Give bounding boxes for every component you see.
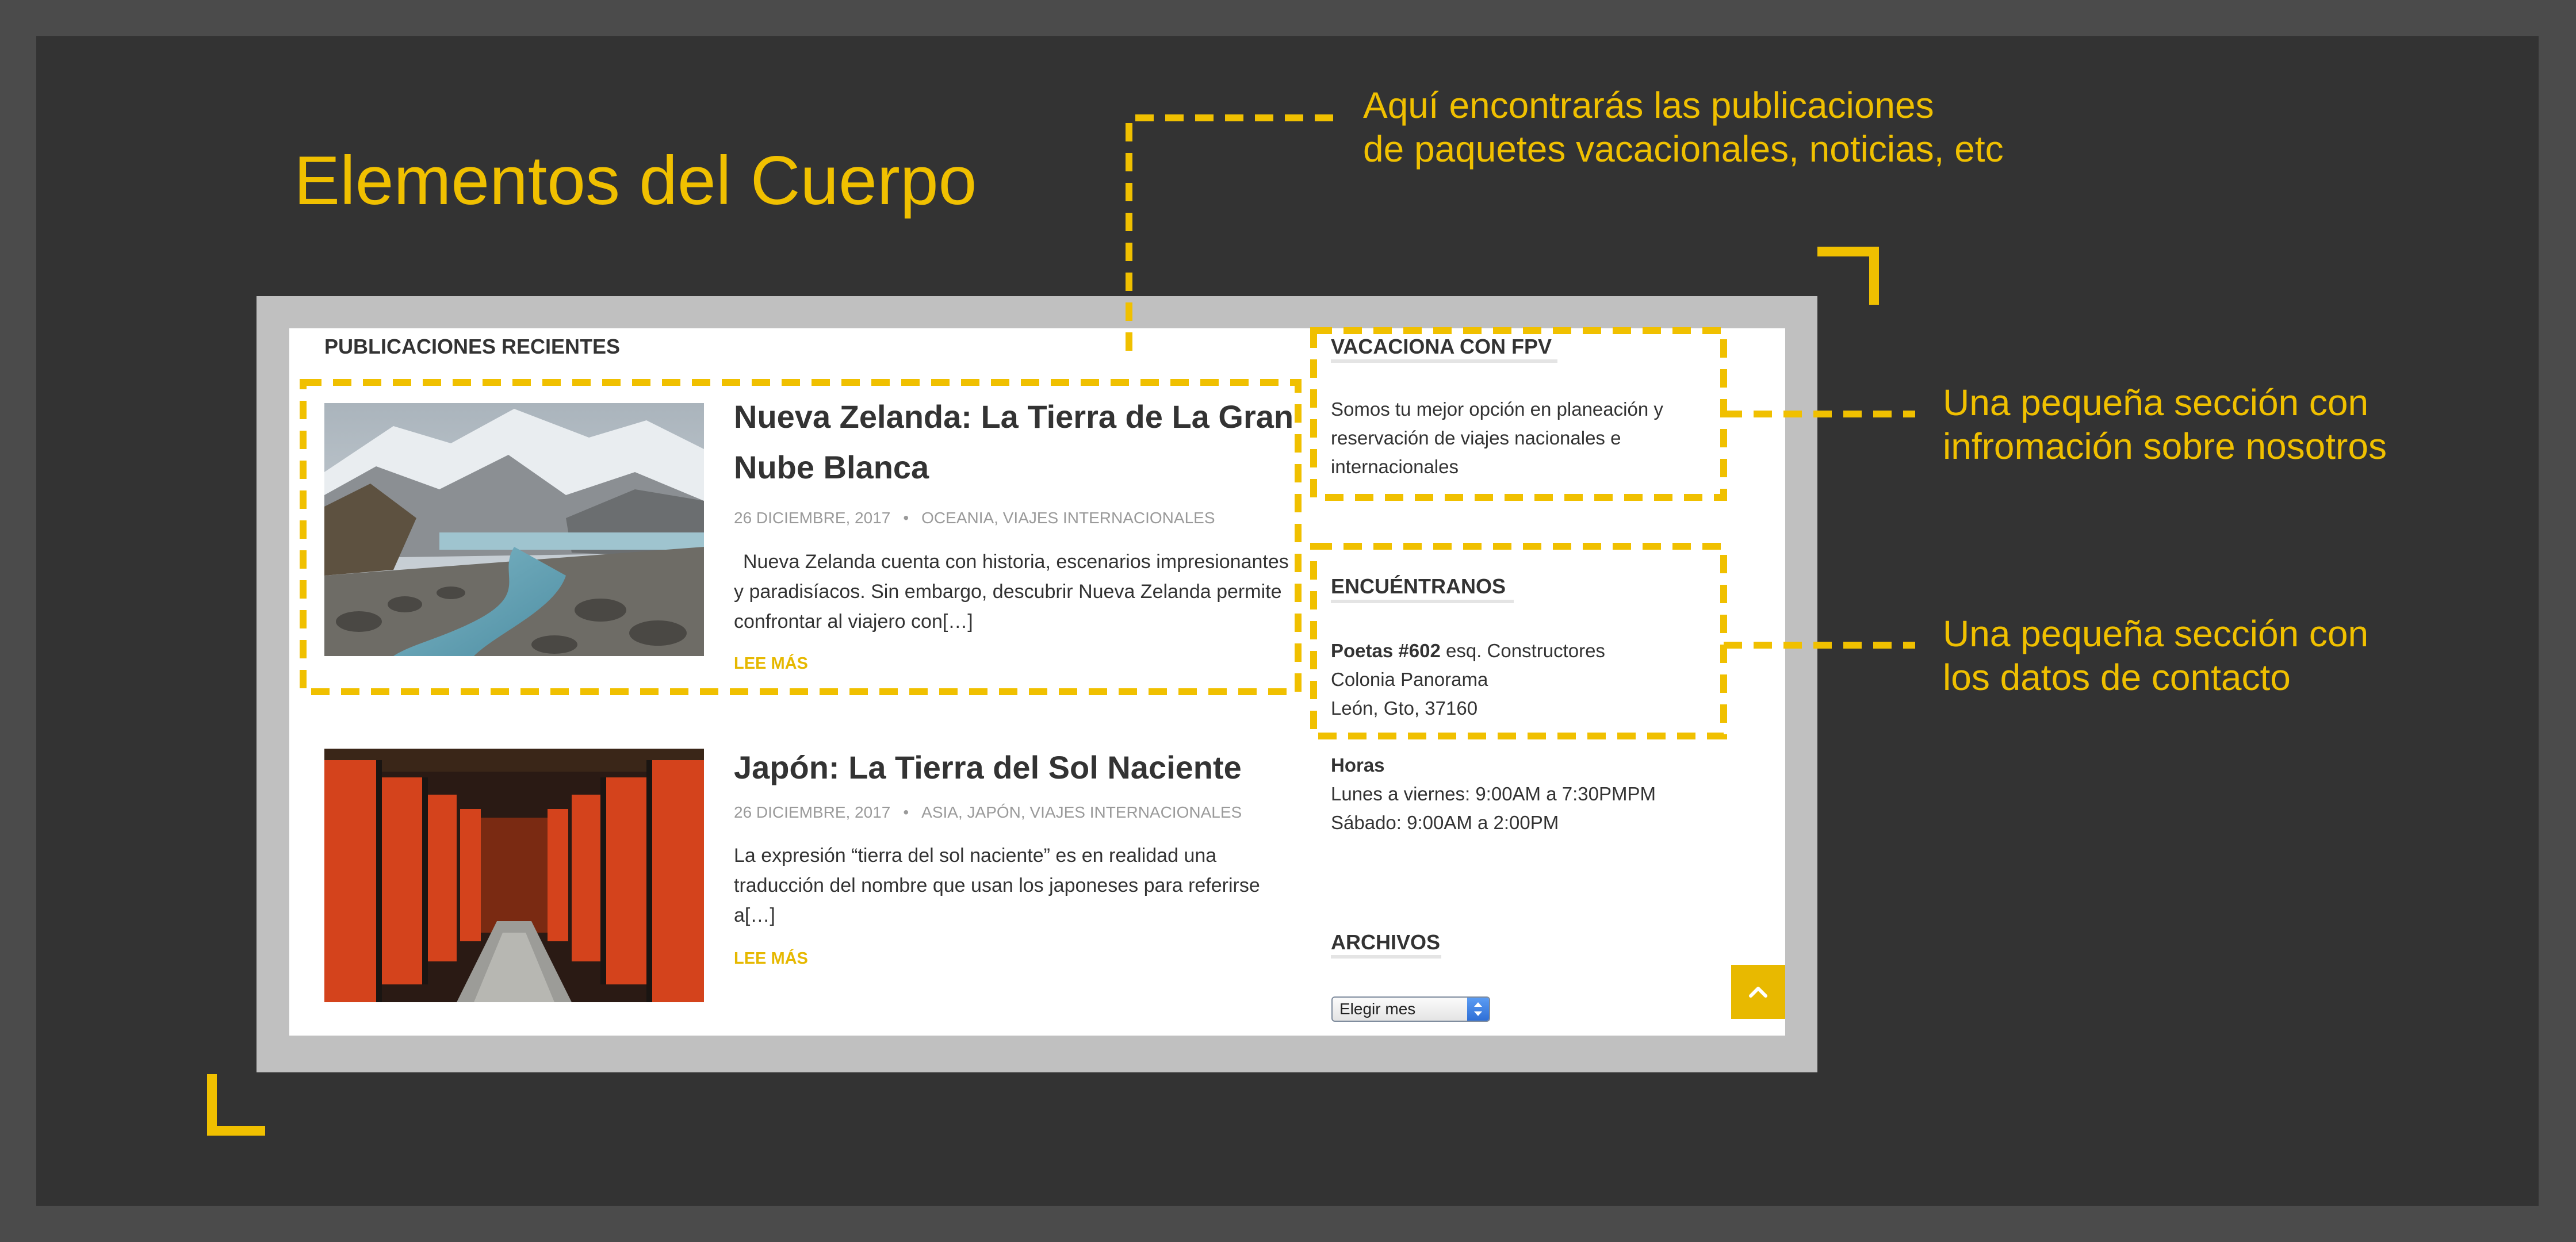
recent-posts-title: PUBLICACIONES RECIENTES xyxy=(324,335,621,358)
address-line-3: León, Gto, 37160 xyxy=(1331,697,1478,719)
annotation-posts-line-1: Aquí encontrarás las publicaciones xyxy=(1363,85,1934,126)
address-line-2: Colonia Panorama xyxy=(1331,669,1488,690)
address-cross-street: esq. Constructores xyxy=(1440,640,1605,661)
post-excerpt: Nueva Zelanda cuenta con historia, escenarios impresionantes y paradisíacos. Sin embargo, descubrir Nueva Zelanda permite confrontar al viajero con[…] xyxy=(734,551,1289,632)
post-categories[interactable]: OCEANIA, VIAJES INTERNACIONALES xyxy=(921,509,1215,527)
hours-weekdays: Lunes a viernes: 9:00AM a 7:30PMPM xyxy=(1331,783,1656,804)
annotation-contact-line-1: Una pequeña sección con xyxy=(1943,613,2369,654)
hours-saturday: Sábado: 9:00AM a 2:00PM xyxy=(1331,812,1559,833)
post-title[interactable]: Nueva Zelanda: La Tierra de La Gran Nube Blanca xyxy=(734,398,1294,485)
read-more-link[interactable]: LEE MÁS xyxy=(734,949,808,968)
about-widget-title: VACACIONA CON FPV xyxy=(1331,335,1552,358)
about-text: Somos tu mejor opción en planeación y reservación de viajes nacionales e internacionales xyxy=(1331,398,1663,477)
post-title[interactable]: Japón: La Tierra del Sol Naciente xyxy=(734,749,1242,785)
hours-title: Horas xyxy=(1331,754,1385,776)
post-meta: 26 DICIEMBRE, 2017 • OCEANIA, VIAJES INTERNACIONALES xyxy=(734,509,1215,527)
dashed-box-about xyxy=(1314,331,1724,497)
read-more-link[interactable]: LEE MÁS xyxy=(734,654,808,673)
archives-select-value: Elegir mes xyxy=(1339,1000,1416,1018)
post-meta: 26 DICIEMBRE, 2017 • ASIA, JAPÓN, VIAJES INTERNACIONALES xyxy=(734,803,1242,821)
annotation-contact-line-2: los datos de contacto xyxy=(1943,657,2291,698)
page-title: Elementos del Cuerpo xyxy=(294,142,977,219)
post-excerpt: La expresión “tierra del sol naciente” es en realidad una traducción del nombre que usan los japoneses para referirse a[…] xyxy=(734,845,1260,926)
annotation-posts-line-2: de paquetes vacacionales, noticias, etc xyxy=(1363,128,2004,170)
post-date: 26 DICIEMBRE, 2017 xyxy=(734,803,891,821)
contact-widget-title: ENCUÉNTRANOS xyxy=(1331,574,1506,598)
callout-line-posts xyxy=(1129,118,1333,359)
dashed-box-contact xyxy=(1314,546,1724,736)
dashed-box-post xyxy=(303,382,1298,692)
annotation-about-line-2: infromación sobre nosotros xyxy=(1943,425,2387,467)
archives-widget-title: ARCHIVOS xyxy=(1331,930,1441,954)
post-date: 26 DICIEMBRE, 2017 xyxy=(734,509,891,527)
post-categories[interactable]: ASIA, JAPÓN, VIAJES INTERNACIONALES xyxy=(921,803,1242,821)
annotation-about-line-1: Una pequeña sección con xyxy=(1943,382,2369,423)
address-street: Poetas #602 xyxy=(1331,640,1441,661)
